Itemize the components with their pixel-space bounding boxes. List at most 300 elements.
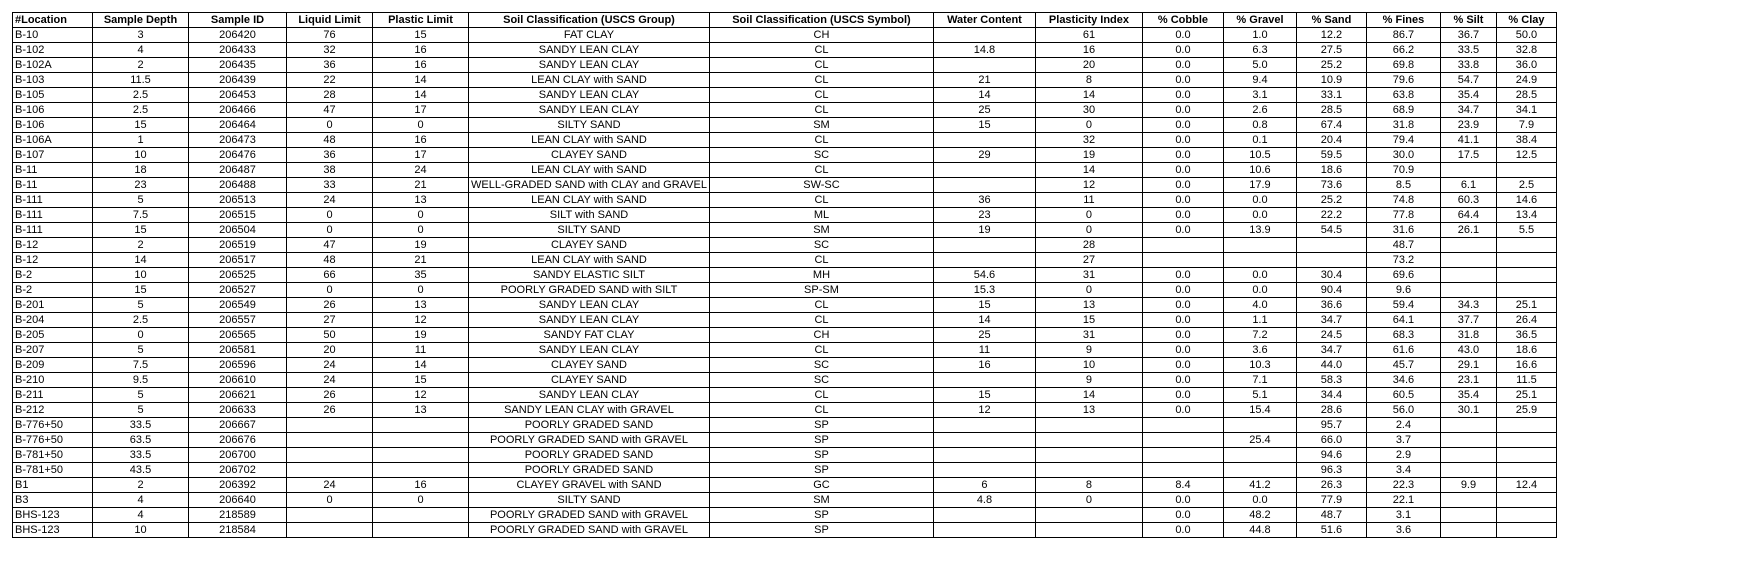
table-row [13,73,1557,88]
table-cell: 0.0 [1223,493,1296,508]
table-cell [1440,283,1496,298]
table-cell: 11 [373,343,469,358]
table-cell [1496,448,1556,463]
table-cell: SM [709,223,933,238]
table-cell [287,433,373,448]
table-cell: CLAYEY SAND [469,148,710,163]
table-cell: 54.5 [1296,223,1366,238]
table-cell: CL [709,43,933,58]
table-cell: 3.4 [1366,463,1440,478]
table-cell: SILTY SAND [469,223,710,238]
table-cell: 31.6 [1366,223,1440,238]
table-cell: 73.2 [1366,253,1440,268]
table-cell: 36.7 [1440,28,1496,43]
table-cell: 47 [287,103,373,118]
table-cell: SM [709,118,933,133]
table-cell: B-205 [13,328,93,343]
table-cell: 44.0 [1296,358,1366,373]
table-cell: 206515 [189,208,287,223]
column-header: Soil Classification (USCS Group) [469,13,710,28]
table-cell: 22.1 [1366,493,1440,508]
table-cell [1142,253,1223,268]
table-cell: 0.0 [1142,388,1223,403]
table-cell: 2.6 [1223,103,1296,118]
table-cell: 0.0 [1142,58,1223,73]
table-cell [373,523,469,538]
table-cell: 10 [1035,358,1142,373]
table-row [13,373,1557,388]
table-cell: 206596 [189,358,287,373]
table-cell: 9.5 [93,373,189,388]
table-row [13,88,1557,103]
table-cell: 9.9 [1440,478,1496,493]
table-cell: 0.0 [1142,373,1223,388]
table-cell: SANDY LEAN CLAY with GRAVEL [469,403,710,418]
table-cell: 66 [287,268,373,283]
table-cell: 17 [373,103,469,118]
table-cell: 45.7 [1366,358,1440,373]
table-cell: 18.6 [1296,163,1366,178]
table-cell [933,373,1035,388]
table-cell: 33.1 [1296,88,1366,103]
table-cell: 0.0 [1142,133,1223,148]
table-cell: 77.8 [1366,208,1440,223]
table-cell: 5.0 [1223,58,1296,73]
table-cell: 36 [287,58,373,73]
table-cell: 5 [93,388,189,403]
table-cell: 69.6 [1366,268,1440,283]
table-cell: 0.0 [1142,178,1223,193]
table-cell: 30.0 [1366,148,1440,163]
table-cell: 4 [93,508,189,523]
table-cell: 4.0 [1223,298,1296,313]
table-cell: 0.0 [1142,28,1223,43]
table-cell: 3.1 [1366,508,1440,523]
table-cell: 61 [1035,28,1142,43]
table-cell: 0.0 [1142,328,1223,343]
table-row [13,253,1557,268]
table-cell: 48 [287,253,373,268]
table-row [13,283,1557,298]
table-row [13,463,1557,478]
table-cell: CL [709,403,933,418]
table-cell: 34.1 [1496,103,1556,118]
table-cell: 16 [373,478,469,493]
table-cell: SANDY ELASTIC SILT [469,268,710,283]
table-cell [1496,253,1556,268]
table-cell: 15 [933,298,1035,313]
table-cell: 23 [93,178,189,193]
table-cell: 24 [287,373,373,388]
table-cell: BHS-123 [13,508,93,523]
table-cell: 50 [287,328,373,343]
table-cell: 218589 [189,508,287,523]
table-cell: 22.3 [1366,478,1440,493]
table-cell: 15.4 [1223,403,1296,418]
table-row [13,508,1557,523]
table-cell: 51.6 [1296,523,1366,538]
table-cell: 206610 [189,373,287,388]
table-cell: 0 [287,223,373,238]
column-header: % Clay [1496,13,1556,28]
table-cell: 206621 [189,388,287,403]
table-cell: 0 [1035,493,1142,508]
table-cell: 16 [933,358,1035,373]
table-cell: 13 [373,193,469,208]
table-cell: 47 [287,238,373,253]
table-cell: LEAN CLAY with SAND [469,73,710,88]
column-header: % Cobble [1142,13,1223,28]
table-cell: 7.9 [1496,118,1556,133]
table-cell: B-12 [13,238,93,253]
table-cell: 2 [93,58,189,73]
table-cell: LEAN CLAY with SAND [469,193,710,208]
table-cell: 13 [373,403,469,418]
table-row [13,478,1557,493]
table-cell: 28.5 [1296,103,1366,118]
table-cell: CL [709,343,933,358]
table-cell: 48.2 [1223,508,1296,523]
table-row [13,148,1557,163]
table-cell: 0.8 [1223,118,1296,133]
table-cell: 25.1 [1496,298,1556,313]
table-cell: CL [709,163,933,178]
table-cell: 26 [287,403,373,418]
table-cell: 206676 [189,433,287,448]
table-cell: 29 [933,148,1035,163]
table-cell [1142,418,1223,433]
table-cell: 0.0 [1142,163,1223,178]
table-cell: 0.0 [1142,43,1223,58]
table-cell: 0.0 [1223,268,1296,283]
table-cell: 2.5 [93,313,189,328]
table-row [13,178,1557,193]
table-cell: SP [709,433,933,448]
table-cell: 3.6 [1223,343,1296,358]
table-cell: 206439 [189,73,287,88]
table-cell: 36.0 [1496,58,1556,73]
table-cell: 206517 [189,253,287,268]
table-cell: 206565 [189,328,287,343]
table-cell: POORLY GRADED SAND [469,448,710,463]
table-cell: FAT CLAY [469,28,710,43]
table-cell: 25 [933,103,1035,118]
table-cell: 4.8 [933,493,1035,508]
table-cell: 206557 [189,313,287,328]
header-row [13,13,1557,28]
table-cell: 31.8 [1366,118,1440,133]
table-cell: CLAYEY SAND [469,373,710,388]
table-cell: 28.6 [1296,403,1366,418]
table-cell: 54.7 [1440,73,1496,88]
table-cell: 5 [93,193,189,208]
table-cell: 7.1 [1223,373,1296,388]
table-cell: 0.0 [1142,88,1223,103]
table-cell: B-210 [13,373,93,388]
table-cell: 27 [287,313,373,328]
table-cell: B-2 [13,268,93,283]
table-cell: 20 [287,343,373,358]
table-cell: 1.0 [1223,28,1296,43]
table-cell: 0.0 [1142,208,1223,223]
table-row [13,493,1557,508]
table-cell: 206473 [189,133,287,148]
table-cell: 0.0 [1142,193,1223,208]
table-cell: 61.6 [1366,343,1440,358]
table-cell: 0.0 [1142,268,1223,283]
table-row [13,58,1557,73]
table-cell: 206525 [189,268,287,283]
table-cell: 73.6 [1296,178,1366,193]
table-cell: 74.8 [1366,193,1440,208]
table-cell: 0 [373,493,469,508]
table-cell: 36.5 [1496,328,1556,343]
table-cell: SC [709,148,933,163]
table-cell: 206702 [189,463,287,478]
table-cell: 30 [1035,103,1142,118]
table-cell: 48 [287,133,373,148]
table-cell [933,133,1035,148]
table-cell [933,238,1035,253]
table-cell: 15 [933,118,1035,133]
table-cell: SANDY LEAN CLAY [469,313,710,328]
table-cell [1496,463,1556,478]
table-cell: 206487 [189,163,287,178]
table-cell: 206667 [189,418,287,433]
table-cell [1496,508,1556,523]
table-cell: 26.4 [1496,313,1556,328]
table-cell [1496,163,1556,178]
table-cell: 29.1 [1440,358,1496,373]
table-cell: SP [709,463,933,478]
table-cell: 0 [287,283,373,298]
table-cell: 10 [93,523,189,538]
table-cell: B-781+50 [13,463,93,478]
table-cell: 6 [933,478,1035,493]
column-header: Water Content [933,13,1035,28]
table-cell: 11.5 [1496,373,1556,388]
table-cell: 67.4 [1296,118,1366,133]
table-cell: 58.3 [1296,373,1366,388]
table-cell: 31 [1035,268,1142,283]
table-cell: 0.0 [1142,298,1223,313]
table-row [13,343,1557,358]
table-cell: 36 [933,193,1035,208]
table-cell [933,508,1035,523]
table-cell: 25.9 [1496,403,1556,418]
table-cell: GC [709,478,933,493]
table-row [13,448,1557,463]
table-cell: CL [709,298,933,313]
table-cell: 12 [1035,178,1142,193]
table-cell: 8.5 [1366,178,1440,193]
table-cell: 3.7 [1366,433,1440,448]
table-row [13,43,1557,58]
table-cell: 68.3 [1366,328,1440,343]
table-cell [1223,253,1296,268]
table-cell: B1 [13,478,93,493]
table-cell: 9.6 [1366,283,1440,298]
table-cell: 34.7 [1296,313,1366,328]
table-cell [1440,523,1496,538]
table-cell: 14.6 [1496,193,1556,208]
table-cell: POORLY GRADED SAND with SILT [469,283,710,298]
table-cell: 16.6 [1496,358,1556,373]
table-cell: 59.4 [1366,298,1440,313]
table-cell: SANDY LEAN CLAY [469,88,710,103]
table-cell: POORLY GRADED SAND with GRAVEL [469,433,710,448]
table-cell: 0.0 [1142,118,1223,133]
table-cell: 30.4 [1296,268,1366,283]
table-cell: 16 [1035,43,1142,58]
table-cell: 9 [1035,343,1142,358]
table-cell: SP-SM [709,283,933,298]
table-cell: 48.7 [1296,508,1366,523]
table-cell [1035,463,1142,478]
table-cell [1440,463,1496,478]
table-cell: 5.5 [1496,223,1556,238]
table-cell: 14 [1035,163,1142,178]
table-cell: 14 [1035,388,1142,403]
table-cell: 23.9 [1440,118,1496,133]
table-cell [1496,433,1556,448]
table-row [13,118,1557,133]
table-cell: 24 [287,193,373,208]
table-cell: 35.4 [1440,88,1496,103]
table-cell [1142,433,1223,448]
table-cell: 13.9 [1223,223,1296,238]
table-cell: 206581 [189,343,287,358]
table-cell: B-106A [13,133,93,148]
table-cell: 13 [373,298,469,313]
table-cell [1035,523,1142,538]
table-cell: 20.4 [1296,133,1366,148]
table-cell: SANDY LEAN CLAY [469,298,710,313]
table-cell [1496,493,1556,508]
table-cell: 7.2 [1223,328,1296,343]
table-cell: SANDY LEAN CLAY [469,58,710,73]
table-row [13,298,1557,313]
table-cell: 28 [287,88,373,103]
table-cell: 66.2 [1366,43,1440,58]
table-cell: 3.1 [1223,88,1296,103]
table-cell: 23.1 [1440,373,1496,388]
table-cell: 10 [93,268,189,283]
table-cell: 19 [933,223,1035,238]
table-cell: 0.0 [1142,103,1223,118]
table-cell: 0 [287,118,373,133]
table-cell [373,448,469,463]
table-cell: MH [709,268,933,283]
table-body [13,28,1557,538]
table-cell: 0.0 [1223,283,1296,298]
table-cell: 33.5 [93,448,189,463]
table-cell: B-102A [13,58,93,73]
table-cell: SC [709,373,933,388]
table-cell: 206513 [189,193,287,208]
table-cell: 14 [933,313,1035,328]
table-cell: 38.4 [1496,133,1556,148]
table-cell: 32.8 [1496,43,1556,58]
table-cell: 31.8 [1440,328,1496,343]
table-cell: 95.7 [1296,418,1366,433]
table-row [13,433,1557,448]
table-cell [1223,418,1296,433]
table-cell: 12.2 [1296,28,1366,43]
table-cell: 30.1 [1440,403,1496,418]
table-cell: 2.9 [1366,448,1440,463]
table-cell: B-204 [13,313,93,328]
table-cell: 43.5 [93,463,189,478]
table-cell: 0 [373,208,469,223]
table-cell: 96.3 [1296,463,1366,478]
table-cell: B-106 [13,103,93,118]
table-cell: ML [709,208,933,223]
table-cell: POORLY GRADED SAND with GRAVEL [469,508,710,523]
table-cell: B-11 [13,163,93,178]
table-cell: 206420 [189,28,287,43]
table-cell [287,418,373,433]
table-row [13,238,1557,253]
table-cell: SANDY LEAN CLAY [469,388,710,403]
table-cell: SC [709,238,933,253]
table-cell: 24.9 [1496,73,1556,88]
table-cell: 0.0 [1223,193,1296,208]
table-cell: 206435 [189,58,287,73]
table-cell: 19 [373,238,469,253]
table-cell: 15 [93,118,189,133]
table-cell: 34.4 [1296,388,1366,403]
table-cell [287,523,373,538]
table-cell: SANDY LEAN CLAY [469,103,710,118]
table-cell [1035,433,1142,448]
table-cell: 28.5 [1496,88,1556,103]
table-cell [1496,238,1556,253]
table-cell: 26.3 [1296,478,1366,493]
table-cell: 34.3 [1440,298,1496,313]
table-cell: 0 [373,118,469,133]
table-cell: CL [709,313,933,328]
table-cell [1223,238,1296,253]
table-cell: 206504 [189,223,287,238]
table-cell: CL [709,388,933,403]
table-cell [1496,268,1556,283]
table-cell [1035,508,1142,523]
column-header: Soil Classification (USCS Symbol) [709,13,933,28]
table-cell: 0.0 [1142,343,1223,358]
table-cell: 18 [93,163,189,178]
table-cell: 24 [287,478,373,493]
table-cell [1440,448,1496,463]
table-row [13,418,1557,433]
table-cell: 66.0 [1296,433,1366,448]
table-cell: 13 [1035,298,1142,313]
table-cell: 14 [373,358,469,373]
table-cell: 0 [287,208,373,223]
soil-test-results [12,12,1557,538]
table-cell: 79.6 [1366,73,1440,88]
table-cell: 33.5 [93,418,189,433]
table-cell: CH [709,28,933,43]
table-cell: B-2 [13,283,93,298]
table-cell: 5 [93,298,189,313]
table-cell: CH [709,328,933,343]
table-cell: B-111 [13,208,93,223]
table-cell [1440,418,1496,433]
table-cell: 8.4 [1142,478,1223,493]
table-cell: 25.4 [1223,433,1296,448]
table-cell: 17.9 [1223,178,1296,193]
